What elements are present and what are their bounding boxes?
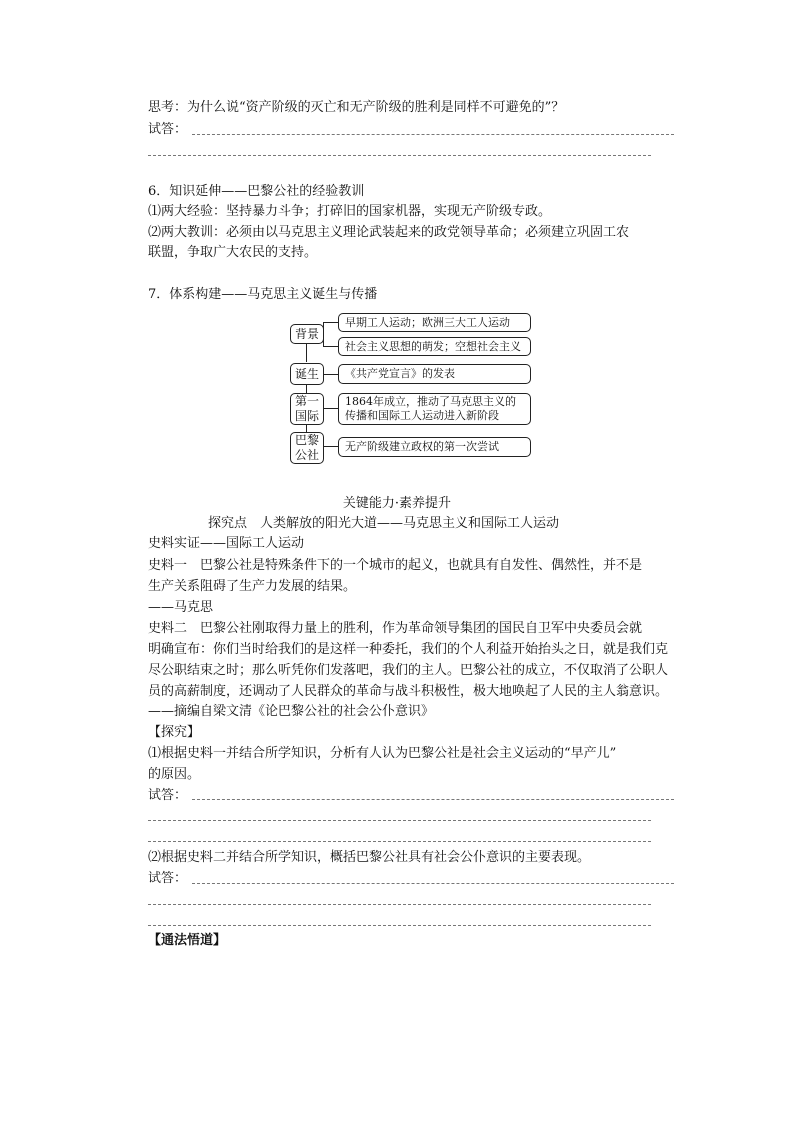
inquiry-q1-line2: 的原因。 bbox=[148, 767, 201, 782]
label-first-international-line1: 第一 bbox=[294, 394, 319, 408]
think-question: 思考：为什么说“资产阶级的灭亡和无产阶级的胜利是同样不可避免的”？ bbox=[148, 100, 565, 115]
answer-line[interactable] bbox=[148, 155, 651, 156]
structure-diagram bbox=[288, 310, 538, 462]
item-first-international: 1864年成立，推动了马克思主义的传播和国际工人运动进入新阶段 bbox=[338, 393, 531, 425]
answer-line[interactable] bbox=[148, 904, 651, 905]
label-first-international-line2: 国际 bbox=[294, 409, 319, 423]
label-paris-commune-line1: 巴黎 bbox=[294, 433, 319, 447]
connector-line bbox=[306, 425, 307, 432]
answer-label: 试答： bbox=[148, 122, 188, 137]
answer-line[interactable] bbox=[148, 820, 651, 821]
connector-line bbox=[324, 408, 338, 409]
source2-line1: 史料二 巴黎公社刚取得力量上的胜利，作为革命领导集团的国民自卫军中央委员会就 bbox=[148, 621, 643, 636]
connector-line bbox=[323, 322, 338, 323]
connector-line bbox=[306, 385, 307, 393]
section6-point1: ⑴两大经验：坚持暴力斗争；打碎旧的国家机器，实现无产阶级专政。 bbox=[148, 204, 552, 219]
label-paris-commune-line2: 公社 bbox=[294, 448, 319, 462]
section-heading: 关键能力·素养提升 bbox=[342, 496, 452, 511]
explore-point: 探究点 人类解放的阳光大道——马克思主义和国际工人运动 bbox=[208, 516, 560, 531]
section7-title: 7．体系构建——马克思主义诞生与传播 bbox=[148, 287, 378, 302]
answer-line[interactable] bbox=[148, 925, 651, 926]
source2-line3: 尽公职结束之时；那么听凭你们发落吧，我们的主人。巴黎公社的成立，不仅取消了公职人 bbox=[148, 663, 669, 678]
section6-point2-line1: ⑵两大教训：必须由以马克思主义理论武装起来的政党领导革命；必须建立巩固工农 bbox=[148, 225, 630, 240]
connector-line bbox=[324, 374, 338, 375]
label-first-international bbox=[290, 393, 324, 425]
inquiry-q2: ⑵根据史料二并结合所学知识，概括巴黎公社具有社会公仆意识的主要表现。 bbox=[148, 850, 591, 865]
item-birth: 《共产党宣言》的发表 bbox=[338, 364, 531, 384]
item-background-1: 早期工人运动；欧洲三大工人运动 bbox=[338, 313, 531, 332]
source1-cite: ——马克思 bbox=[148, 600, 214, 615]
section6-point2-line2: 联盟，争取广大农民的支持。 bbox=[148, 245, 318, 260]
answer-line[interactable] bbox=[192, 883, 674, 884]
label-birth: 诞生 bbox=[290, 363, 324, 385]
source2-line2: 明确宣布：你们当时给我们的是这样一种委托，我们的个人利益开始抬头之日，就是我们克 bbox=[148, 642, 669, 657]
method-title: 【通法悟道】 bbox=[148, 933, 227, 948]
source1-line2: 生产关系阻碍了生产力发展的结果。 bbox=[148, 579, 357, 594]
connector-line bbox=[323, 346, 338, 347]
answer-line[interactable] bbox=[192, 134, 674, 135]
source2-cite: ——摘编自梁文清《论巴黎公社的社会公仆意识》 bbox=[148, 704, 435, 719]
connector-line bbox=[306, 344, 307, 362]
connector-line bbox=[324, 446, 338, 447]
item-paris-commune: 无产阶级建立政权的第一次尝试 bbox=[338, 437, 531, 457]
source1-line1: 史料一 巴黎公社是特殊条件下的一个城市的起义，也就具有自发性、偶然性，并不是 bbox=[148, 558, 643, 573]
answer-line[interactable] bbox=[148, 841, 651, 842]
answer-label: 试答： bbox=[148, 788, 188, 803]
inquiry-title: 【探究】 bbox=[148, 725, 201, 740]
answer-label: 试答： bbox=[148, 871, 188, 886]
label-paris-commune bbox=[290, 432, 324, 464]
label-background: 背景 bbox=[290, 324, 324, 344]
inquiry-q1-line1: ⑴根据史料一并结合所学知识，分析有人认为巴黎公社是社会主义运动的“早产儿” bbox=[148, 746, 617, 761]
source2-line4: 员的高薪制度，还调动了人民群众的革命与战斗积极性，极大地唤起了人民的主人翁意识。 bbox=[148, 684, 669, 699]
evidence-title: 史料实证——国际工人运动 bbox=[148, 536, 305, 551]
section6-title: 6．知识延伸——巴黎公社的经验教训 bbox=[148, 184, 365, 199]
answer-line[interactable] bbox=[192, 799, 674, 800]
item-background-2: 社会主义思想的萌发；空想社会主义 bbox=[338, 337, 531, 356]
